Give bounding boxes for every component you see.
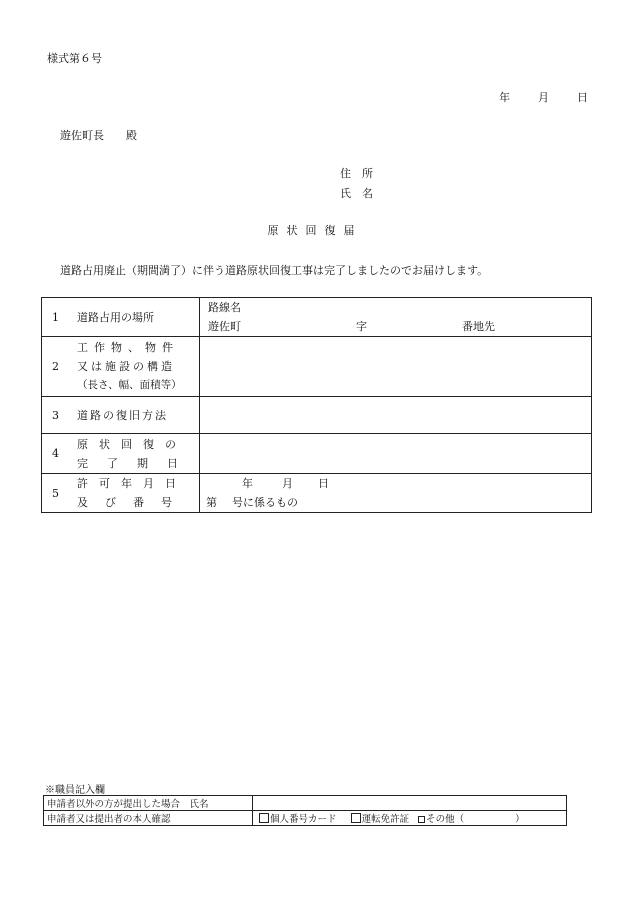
item-text: 原状回復の [77, 437, 187, 451]
item-text: 及び番号 [77, 496, 189, 509]
applicant-address-label: 住 所 [340, 167, 373, 180]
option-label: その他（ [426, 814, 465, 825]
checkbox-other[interactable] [418, 816, 425, 823]
table-row [42, 397, 592, 434]
aza-label: 字 [356, 320, 367, 333]
item-text: 完了期日 [77, 456, 197, 470]
staff-table [43, 795, 567, 826]
item-text: 工作物、物件 [77, 341, 179, 354]
document-title: 原状回復届 [267, 224, 363, 237]
addressee-title: 遊佐町長 [60, 129, 104, 142]
addressee-honorific: 殿 [126, 129, 137, 142]
date-day-label: 日 [577, 91, 588, 104]
completion-date-value[interactable] [200, 434, 592, 474]
structure-value[interactable] [200, 337, 592, 397]
document-body: 道路占用廃止（期間満了）に伴う道路原状回復工事は完了しましたのでお届けします。 [60, 264, 489, 277]
town-label: 遊佐町 [208, 320, 241, 333]
item-text: 許可年月日 [77, 477, 187, 490]
notice-table [41, 297, 592, 513]
item-text: 道路占用の場所 [77, 310, 154, 324]
row-item-label [69, 434, 200, 474]
identity-check-label: 申請者又は提出者の本人確認 [44, 811, 253, 826]
closing-paren: ） [515, 814, 525, 825]
checkbox-drivers-license[interactable] [351, 813, 361, 823]
item-text: 又は施設の構造 [77, 360, 175, 373]
date-year-label: 年 [499, 91, 510, 104]
row-item-label [69, 298, 200, 337]
identity-check-options [253, 811, 567, 826]
proxy-name-label: 申請者以外の方が提出した場合 氏名 [44, 796, 253, 811]
restoration-method-value[interactable] [200, 397, 592, 434]
option-label: 個人番号カード [270, 814, 337, 825]
table-row [42, 474, 592, 513]
table-row [42, 298, 592, 337]
row-number: 2 [42, 337, 70, 397]
applicant-name-label: 氏 名 [340, 187, 373, 200]
option-label: 運転免許証 [361, 814, 410, 825]
occupancy-location-value[interactable] [200, 298, 592, 337]
permit-month-label: 月 [282, 477, 293, 490]
row-number: 1 [42, 298, 70, 337]
row-item-label [69, 337, 200, 397]
table-row [42, 434, 592, 474]
date-month-label: 月 [538, 91, 549, 104]
row-item-label [69, 474, 200, 513]
form-number: 様式第６号 [47, 52, 102, 65]
checkbox-my-number-card[interactable] [259, 813, 269, 823]
item-text: 道路の復旧方法 [77, 409, 168, 422]
permit-day-label: 日 [318, 477, 329, 490]
route-name-label: 路線名 [208, 301, 241, 314]
row-number: 4 [42, 434, 70, 474]
row-number: 3 [42, 397, 70, 434]
addressee [60, 127, 137, 143]
permit-number-suffix: 号に係るもの [232, 496, 298, 509]
table-row [42, 337, 592, 397]
submission-date [499, 89, 588, 105]
permit-info-value[interactable] [200, 474, 592, 513]
table-row [44, 796, 567, 811]
table-row [44, 811, 567, 826]
banchi-label: 番地先 [462, 320, 495, 333]
staff-section-label: ※職員記入欄 [45, 785, 105, 796]
proxy-name-value[interactable] [253, 796, 567, 811]
permit-number-prefix: 第 [206, 496, 217, 509]
row-item-label [69, 397, 200, 434]
row-number: 5 [42, 474, 70, 513]
permit-year-label: 年 [242, 477, 253, 490]
item-text: （長さ、幅、面積等） [77, 379, 182, 391]
